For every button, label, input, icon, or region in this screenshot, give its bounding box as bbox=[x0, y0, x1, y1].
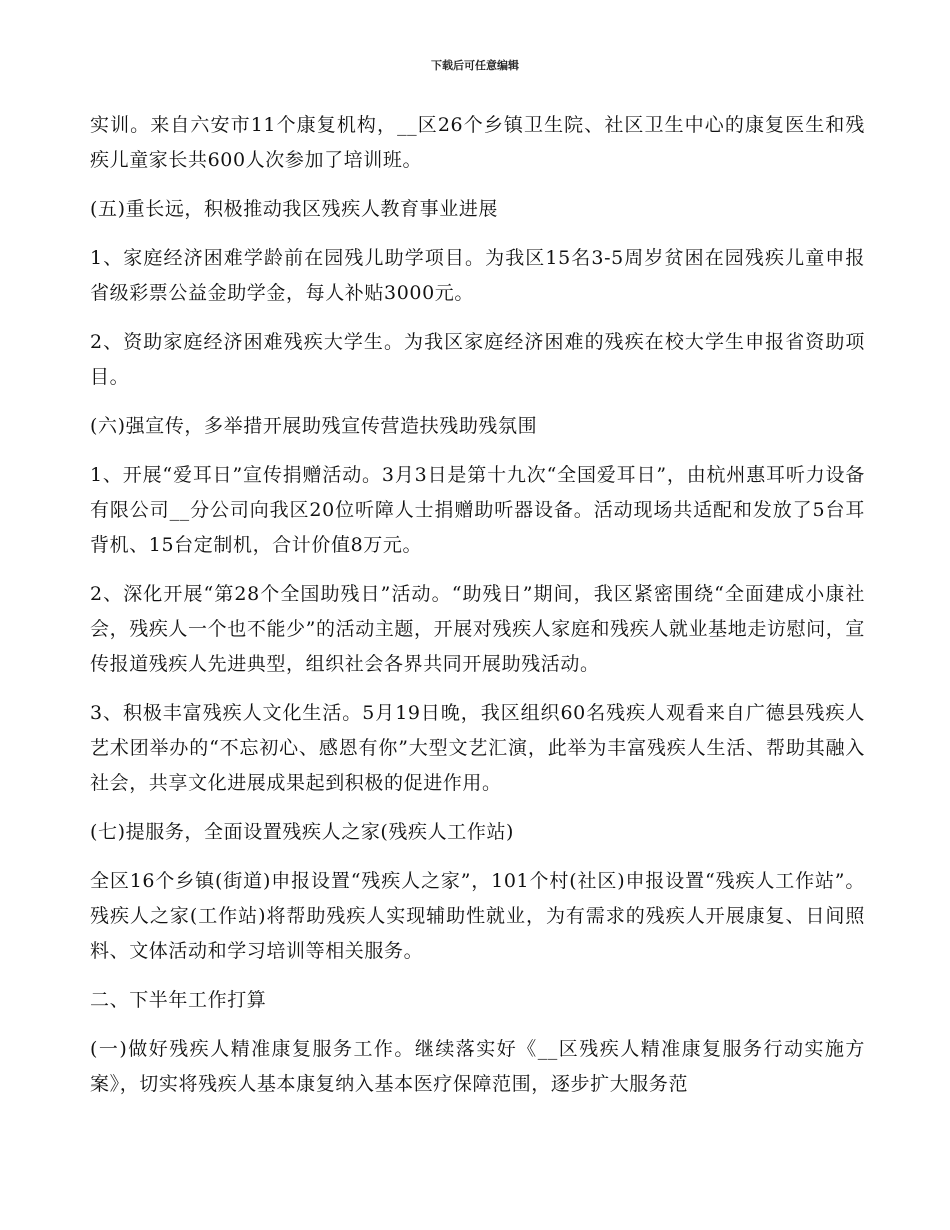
paragraph-rehab-service: (一)做好残疾人精准康复服务工作。继续落实好《__区残疾人精准康复服务行动实施方案》，切实将残疾人基本康复纳入基本医疗保障范围，逐步扩大服务范 bbox=[90, 1038, 865, 1095]
paragraph-preschool-aid: 1、家庭经济困难学龄前在园残儿助学项目。为我区15名3-5周岁贫困在园残疾儿童申报省级彩票公益金助学金，每人补贴3000元。 bbox=[90, 247, 865, 304]
paragraph-disability-day: 2、深化开展“第28个全国助残日”活动。“助残日”期间，我区紧密围绕“全面建成小康社会，残疾人一个也不能少”的活动主题，开展对残疾人家庭和残疾人就业基地走访慰问，宣传报道残疾人先进典型，组织社会各界共同开展助残活动。 bbox=[90, 583, 865, 675]
section-heading-publicity: (六)强宣传，多举措开展助残宣传营造扶残助残氛围 bbox=[90, 415, 538, 437]
section-heading-education: (五)重长远，积极推动我区残疾人教育事业进展 bbox=[90, 198, 499, 220]
paragraph-ear-day: 1、开展“爱耳日”宣传捐赠活动。3月3日是第十九次“全国爱耳日”，由杭州惠耳听力设备有限公司__分公司向我区20位听障人士捐赠助听器设备。活动现场共适配和发放了5台耳背机、15台定制机，合计价值8万元。 bbox=[90, 464, 865, 556]
paragraph-training-continuation: 实训。来自六安市11个康复机构，__区26个乡镇卫生院、社区卫生中心的康复医生和残疾儿童家长共600人次参加了培训班。 bbox=[90, 114, 865, 171]
document-body bbox=[90, 108, 865, 1116]
paragraph-homes-stations: 全区16个乡镇(街道)申报设置“残疾人之家”，101个村(社区)申报设置“残疾人工作站”。残疾人之家(工作站)将帮助残疾人实现辅助性就业，为有需求的残疾人开展康复、日间照料、文体活动和学习培训等相关服务。 bbox=[90, 870, 865, 962]
section-heading-second-half-plan: 二、下半年工作打算 bbox=[90, 989, 267, 1011]
section-heading-service: (七)提服务，全面设置残疾人之家(残疾人工作站) bbox=[90, 821, 515, 843]
paragraph-college-aid: 2、资助家庭经济困难残疾大学生。为我区家庭经济困难的残疾在校大学生申报省资助项目。 bbox=[90, 331, 865, 388]
paragraph-cultural-life: 3、积极丰富残疾人文化生活。5月19日晚，我区组织60名残疾人观看来自广德县残疾人艺术团举办的“不忘初心、感恩有你”大型文艺汇演，此举为丰富残疾人生活、帮助其融入社会，共享文化进展成果起到积极的促进作用。 bbox=[90, 702, 865, 794]
page-header: 下载后可任意编辑 bbox=[431, 59, 519, 72]
